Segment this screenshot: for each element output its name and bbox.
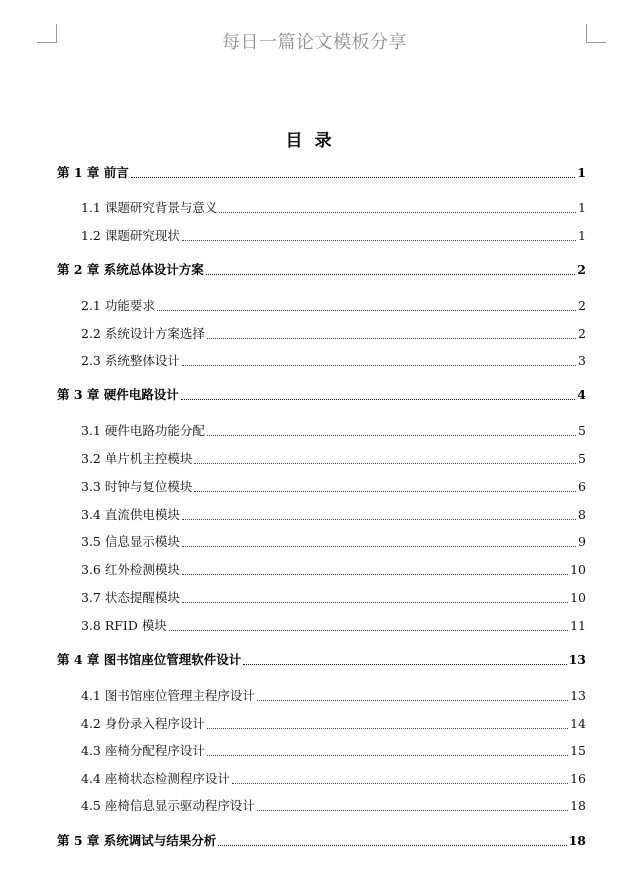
- toc-section-entry[interactable]: [81, 714, 586, 732]
- toc-section-entry[interactable]: [81, 449, 586, 467]
- toc-chapter-entry[interactable]: [57, 831, 586, 849]
- toc-section-entry[interactable]: [81, 616, 586, 634]
- toc-dot-leader: [182, 240, 576, 241]
- toc-entry-label: 3.5 信息显示模块: [81, 534, 180, 549]
- toc-page-number: 14: [570, 716, 586, 731]
- toc-entry-label: 1.2 课题研究现状: [81, 228, 180, 243]
- toc-dot-leader: [131, 177, 576, 178]
- toc-section-entry[interactable]: [81, 588, 586, 606]
- toc-dot-leader: [218, 845, 566, 846]
- toc-dot-leader: [219, 212, 576, 213]
- toc-entry-label: 3.7 状态提醒模块: [81, 590, 180, 605]
- toc-section-entry[interactable]: [81, 324, 586, 342]
- toc-section-entry[interactable]: [81, 686, 586, 704]
- toc-page-number: 2: [577, 262, 586, 277]
- toc-dot-leader: [169, 630, 568, 631]
- toc-entry-label: 第 1 章 前言: [57, 165, 129, 180]
- toc-entry-label: 4.1 图书馆座位管理主程序设计: [81, 688, 255, 703]
- toc-dot-leader: [232, 783, 568, 784]
- toc-page-number: 13: [570, 688, 586, 703]
- toc-page-number: 3: [578, 353, 586, 368]
- toc-dot-leader: [182, 546, 576, 547]
- toc-dot-leader: [182, 602, 568, 603]
- toc-page-number: 9: [578, 534, 586, 549]
- page-header: 每日一篇论文模板分享: [222, 32, 407, 53]
- toc-page-number: 15: [570, 743, 586, 758]
- toc-page-number: 2: [578, 326, 586, 341]
- toc-section-entry[interactable]: [81, 505, 586, 523]
- toc-dot-leader: [207, 755, 568, 756]
- toc-page-number: 10: [570, 562, 586, 577]
- toc-dot-leader: [257, 810, 568, 811]
- toc-dot-leader: [182, 574, 568, 575]
- toc-page-number: 10: [570, 590, 586, 605]
- toc-section-entry[interactable]: [81, 741, 586, 759]
- toc-dot-leader: [194, 463, 576, 464]
- toc-section-entry[interactable]: [81, 296, 586, 314]
- toc-entry-label: 4.5 座椅信息显示驱动程序设计: [81, 798, 255, 813]
- toc-dot-leader: [181, 399, 576, 400]
- toc-page-number: 1: [578, 200, 586, 215]
- toc-section-entry[interactable]: [81, 226, 586, 244]
- toc-page-number: 1: [577, 165, 586, 180]
- toc-section-entry[interactable]: [81, 796, 586, 814]
- toc-entry-label: 4.2 身份录入程序设计: [81, 716, 205, 731]
- toc-title: 目录: [285, 131, 344, 151]
- toc-dot-leader: [257, 700, 568, 701]
- toc-dot-leader: [207, 338, 576, 339]
- toc-page-number: 18: [570, 798, 586, 813]
- toc-entry-label: 3.8 RFID 模块: [81, 618, 167, 633]
- toc-chapter-entry[interactable]: [57, 260, 586, 278]
- toc-page-number: 8: [578, 507, 586, 522]
- toc-entry-label: 3.1 硬件电路功能分配: [81, 423, 205, 438]
- toc-page-number: 13: [568, 652, 586, 667]
- toc-dot-leader: [207, 728, 568, 729]
- toc-section-entry[interactable]: [81, 477, 586, 495]
- toc-page-number: 5: [578, 423, 586, 438]
- toc-entry-label: 3.3 时钟与复位模块: [81, 479, 193, 494]
- toc-entry-label: 第 5 章 系统调试与结果分析: [57, 833, 217, 848]
- toc-entry-label: 第 3 章 硬件电路设计: [57, 387, 179, 402]
- toc-page-number: 11: [570, 618, 586, 633]
- toc-dot-leader: [206, 274, 576, 275]
- toc-entry-label: 2.3 系统整体设计: [81, 353, 180, 368]
- toc-section-entry[interactable]: [81, 351, 586, 369]
- toc-page-number: 6: [578, 479, 586, 494]
- toc-page-number: 5: [578, 451, 586, 466]
- toc-entry-label: 1.1 课题研究背景与意义: [81, 200, 218, 215]
- toc-entry-label: 3.6 红外检测模块: [81, 562, 180, 577]
- toc-dot-leader: [243, 664, 566, 665]
- toc-dot-leader: [182, 365, 576, 366]
- toc-entry-label: 4.3 座椅分配程序设计: [81, 743, 205, 758]
- toc-chapter-entry[interactable]: [57, 650, 586, 668]
- toc-dot-leader: [194, 491, 576, 492]
- toc-page-number: 1: [578, 228, 586, 243]
- toc-entry-label: 4.4 座椅状态检测程序设计: [81, 771, 230, 786]
- toc-page-number: 18: [568, 833, 586, 848]
- toc-dot-leader: [207, 435, 576, 436]
- toc-chapter-entry[interactable]: [57, 163, 586, 181]
- toc-dot-leader: [157, 310, 576, 311]
- toc-section-entry[interactable]: [81, 532, 586, 550]
- toc-dot-leader: [182, 519, 576, 520]
- toc-entry-label: 3.2 单片机主控模块: [81, 451, 193, 466]
- toc-entry-label: 第 4 章 图书馆座位管理软件设计: [57, 652, 242, 667]
- toc-entry-label: 3.4 直流供电模块: [81, 507, 180, 522]
- toc-section-entry[interactable]: [81, 769, 586, 787]
- toc-section-entry[interactable]: [81, 421, 586, 439]
- toc-chapter-entry[interactable]: [57, 385, 586, 403]
- toc-page-number: 16: [570, 771, 586, 786]
- toc-entry-label: 2.2 系统设计方案选择: [81, 326, 205, 341]
- toc-section-entry[interactable]: [81, 198, 586, 216]
- toc-page-number: 4: [577, 387, 586, 402]
- toc-page-number: 2: [578, 298, 586, 313]
- toc-entry-label: 第 2 章 系统总体设计方案: [57, 262, 204, 277]
- toc-entry-label: 2.1 功能要求: [81, 298, 155, 313]
- toc-section-entry[interactable]: [81, 560, 586, 578]
